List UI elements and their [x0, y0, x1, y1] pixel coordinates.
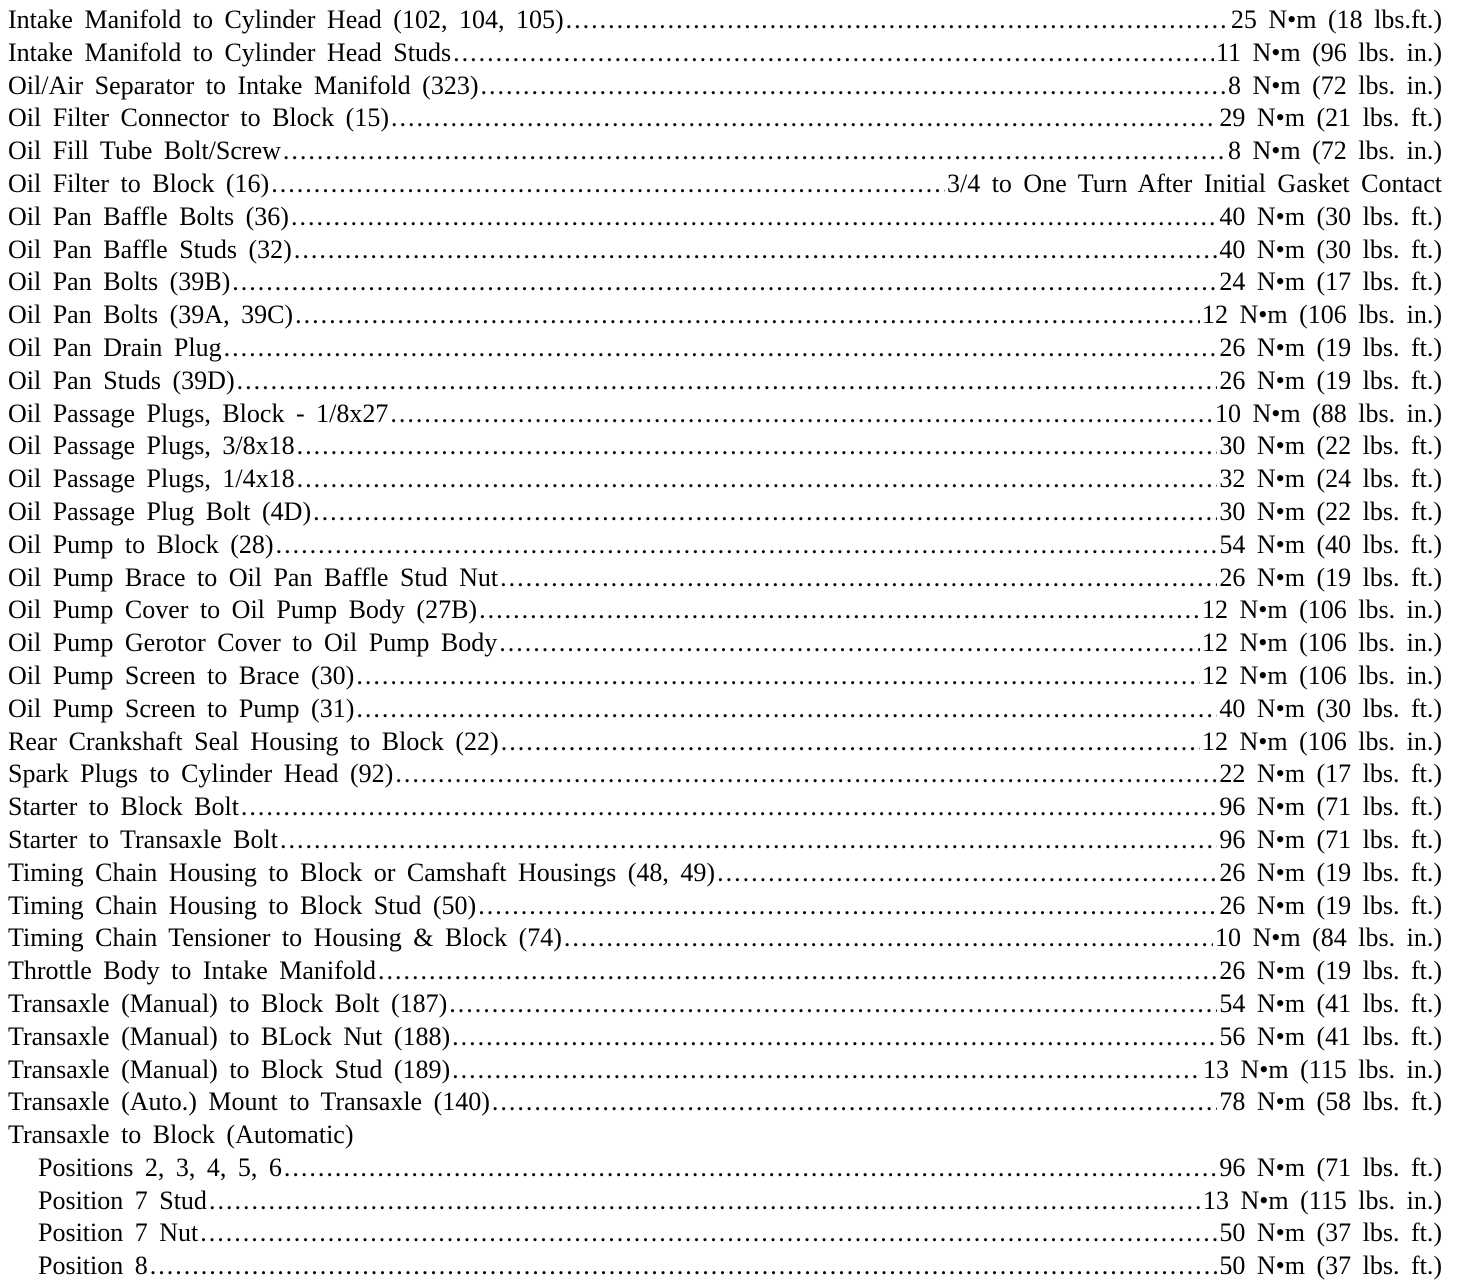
spec-row: [8, 135, 1442, 168]
spec-row: [8, 398, 1442, 431]
spec-row: [8, 594, 1442, 627]
spec-value: 8 N•m (72 lbs. in.): [1228, 136, 1442, 166]
spec-label: Transaxle (Manual) to Block Stud (189): [8, 1054, 451, 1084]
spec-value: 26 N•m (19 lbs. ft.): [1219, 857, 1442, 887]
spec-label: Oil Fill Tube Bolt/Screw: [8, 136, 281, 166]
dot-leader: [276, 529, 1218, 562]
spec-label: Oil Pan Bolts (39A, 39C): [8, 300, 294, 330]
spec-row: [8, 693, 1442, 726]
dot-leader: [395, 758, 1217, 791]
spec-value: 54 N•m (40 lbs. ft.): [1219, 529, 1442, 559]
dot-leader: [150, 1250, 1218, 1283]
dot-leader: [500, 562, 1217, 595]
spec-label: Oil Pump Gerotor Cover to Oil Pump Body: [8, 628, 498, 658]
spec-label: Oil Filter Connector to Block (15): [8, 103, 390, 133]
dot-leader: [453, 37, 1214, 70]
spec-label: Oil Passage Plugs, Block - 1/8x27: [8, 398, 389, 428]
spec-row: [8, 1086, 1442, 1119]
spec-value: 40 N•m (30 lbs. ft.): [1219, 201, 1442, 231]
spec-label: Oil Pan Baffle Bolts (36): [8, 201, 289, 231]
dot-leader: [356, 660, 1200, 693]
spec-row: [8, 529, 1442, 562]
dot-leader: [378, 955, 1217, 988]
spec-label: Oil Pump Brace to Oil Pan Baffle Stud Nut: [8, 562, 499, 592]
dot-leader: [283, 135, 1226, 168]
spec-value: 25 N•m (18 lbs.ft.): [1230, 5, 1442, 34]
spec-rows: [8, 4, 1442, 1119]
spec-row: [8, 988, 1442, 1021]
dot-leader: [478, 890, 1217, 923]
spec-label: Intake Manifold to Cylinder Head (102, 104, 105): [8, 5, 564, 34]
group-spec-rows: [8, 1152, 1442, 1283]
spec-value: 54 N•m (41 lbs. ft.): [1219, 988, 1442, 1018]
group-heading-row: [8, 1119, 1442, 1152]
spec-value: 8 N•m (72 lbs. in.): [1228, 70, 1442, 100]
dot-leader: [209, 1185, 1201, 1218]
spec-value: 29 N•m (21 lbs. ft.): [1219, 103, 1442, 133]
dot-leader: [481, 70, 1227, 103]
spec-value: 56 N•m (41 lbs. ft.): [1219, 1021, 1442, 1051]
spec-label: Oil Pan Studs (39D): [8, 365, 235, 395]
spec-value: 50 N•m (37 lbs. ft.): [1219, 1251, 1442, 1281]
dot-leader: [241, 791, 1217, 824]
spec-label: Oil Passage Plugs, 1/4x18: [8, 464, 295, 494]
spec-label: Position 7 Stud: [38, 1185, 207, 1215]
spec-row: [8, 299, 1442, 332]
spec-row: [8, 791, 1442, 824]
spec-label: Position 8: [38, 1251, 148, 1281]
spec-value: 26 N•m (19 lbs. ft.): [1219, 365, 1442, 395]
dot-leader: [313, 496, 1217, 529]
dot-leader: [232, 266, 1217, 299]
group-spec-row: [8, 1217, 1442, 1250]
spec-label: Starter to Transaxle Bolt: [8, 824, 278, 854]
spec-label: Oil Pan Drain Plug: [8, 332, 222, 362]
spec-value: 96 N•m (71 lbs. ft.): [1219, 1152, 1442, 1182]
spec-row: [8, 168, 1442, 201]
spec-label: Oil Passage Plugs, 3/8x18: [8, 431, 295, 461]
spec-label: Oil Passage Plug Bolt (4D): [8, 496, 312, 526]
spec-label: Timing Chain Tensioner to Housing & Block (74): [8, 923, 562, 953]
spec-label: Position 7 Nut: [38, 1218, 199, 1248]
spec-row: [8, 890, 1442, 923]
spec-row: [8, 660, 1442, 693]
spec-row: [8, 726, 1442, 759]
spec-value: 26 N•m (19 lbs. ft.): [1219, 332, 1442, 362]
spec-value: 50 N•m (37 lbs. ft.): [1219, 1218, 1442, 1248]
spec-value: 12 N•m (106 lbs. in.): [1202, 660, 1442, 690]
group-spec-row: [8, 1152, 1442, 1185]
spec-row: [8, 824, 1442, 857]
spec-value: 22 N•m (17 lbs. ft.): [1219, 759, 1442, 789]
spec-value: 96 N•m (71 lbs. ft.): [1219, 792, 1442, 822]
spec-label: Oil Pump Screen to Brace (30): [8, 660, 355, 690]
spec-row: [8, 70, 1442, 103]
torque-spec-list: [8, 4, 1442, 1283]
spec-row: [8, 1021, 1442, 1054]
spec-value: 13 N•m (115 lbs. in.): [1202, 1185, 1442, 1215]
group-spec-row: [8, 1250, 1442, 1283]
spec-value: 26 N•m (19 lbs. ft.): [1219, 956, 1442, 986]
dot-leader: [566, 4, 1229, 37]
spec-value: 13 N•m (115 lbs. in.): [1202, 1054, 1442, 1084]
spec-value: 11 N•m (96 lbs. in.): [1215, 37, 1442, 67]
spec-value: 3/4 to One Turn After Initial Gasket Contact: [946, 168, 1442, 198]
spec-label: Oil Pump Cover to Oil Pump Body (27B): [8, 595, 478, 625]
spec-row: [8, 266, 1442, 299]
spec-value: 26 N•m (19 lbs. ft.): [1219, 890, 1442, 920]
dot-leader: [501, 726, 1200, 759]
dot-leader: [297, 430, 1218, 463]
dot-leader: [280, 824, 1217, 857]
spec-label: Throttle Body to Intake Manifold: [8, 956, 377, 986]
dot-leader: [452, 1054, 1201, 1087]
spec-value: 40 N•m (30 lbs. ft.): [1219, 234, 1442, 264]
spec-row: [8, 430, 1442, 463]
spec-label: Timing Chain Housing to Block Stud (50): [8, 890, 477, 920]
spec-value: 78 N•m (58 lbs. ft.): [1219, 1087, 1442, 1117]
spec-value: 40 N•m (30 lbs. ft.): [1219, 693, 1442, 723]
spec-row: [8, 955, 1442, 988]
dot-leader: [449, 988, 1217, 1021]
spec-label: Oil Pump to Block (28): [8, 529, 274, 559]
dot-leader: [294, 234, 1218, 267]
spec-value: 12 N•m (106 lbs. in.): [1202, 300, 1442, 330]
spec-value: 10 N•m (84 lbs. in.): [1215, 923, 1442, 953]
spec-row: [8, 201, 1442, 234]
dot-leader: [271, 168, 945, 201]
dot-leader: [237, 365, 1218, 398]
spec-label: Spark Plugs to Cylinder Head (92): [8, 759, 394, 789]
spec-value: 12 N•m (106 lbs. in.): [1202, 628, 1442, 658]
dot-leader: [297, 463, 1218, 496]
dot-leader: [492, 1086, 1217, 1119]
dot-leader: [390, 398, 1213, 431]
spec-label: Oil Pan Baffle Studs (32): [8, 234, 292, 264]
dot-leader: [291, 201, 1217, 234]
dot-leader: [295, 299, 1200, 332]
spec-row: [8, 1054, 1442, 1087]
spec-row: [8, 857, 1442, 890]
spec-label: Oil Pan Bolts (39B): [8, 267, 231, 297]
dot-leader: [391, 102, 1217, 135]
spec-value: 26 N•m (19 lbs. ft.): [1219, 562, 1442, 592]
dot-leader: [564, 922, 1213, 955]
spec-row: [8, 4, 1442, 37]
spec-label: Transaxle (Auto.) Mount to Transaxle (140): [8, 1087, 490, 1117]
spec-row: [8, 758, 1442, 791]
spec-value: 96 N•m (71 lbs. ft.): [1219, 824, 1442, 854]
dot-leader: [356, 693, 1217, 726]
spec-row: [8, 627, 1442, 660]
spec-value: 32 N•m (24 lbs. ft.): [1219, 464, 1442, 494]
spec-value: 10 N•m (88 lbs. in.): [1215, 398, 1442, 428]
spec-label: Oil Pump Screen to Pump (31): [8, 693, 355, 723]
spec-row: [8, 332, 1442, 365]
dot-leader: [200, 1217, 1217, 1250]
spec-row: [8, 102, 1442, 135]
dot-leader: [499, 627, 1200, 660]
spec-value: 30 N•m (22 lbs. ft.): [1219, 431, 1442, 461]
spec-value: 12 N•m (106 lbs. in.): [1202, 595, 1442, 625]
dot-leader: [479, 594, 1200, 627]
spec-row: [8, 562, 1442, 595]
group-spec-row: [8, 1185, 1442, 1218]
spec-row: [8, 922, 1442, 955]
spec-value: 24 N•m (17 lbs. ft.): [1219, 267, 1442, 297]
spec-label: Intake Manifold to Cylinder Head Studs: [8, 37, 452, 67]
spec-row: [8, 496, 1442, 529]
spec-label: Starter to Block Bolt: [8, 792, 239, 822]
dot-leader: [284, 1152, 1217, 1185]
spec-row: [8, 37, 1442, 70]
spec-row: [8, 463, 1442, 496]
spec-label: Rear Crankshaft Seal Housing to Block (22): [8, 726, 499, 756]
spec-label: Timing Chain Housing to Block or Camshaft Housings (48, 49): [8, 857, 716, 887]
spec-row: [8, 234, 1442, 267]
dot-leader: [224, 332, 1218, 365]
spec-value: 30 N•m (22 lbs. ft.): [1219, 496, 1442, 526]
dot-leader: [717, 857, 1217, 890]
spec-label: Oil/Air Separator to Intake Manifold (323): [8, 70, 479, 100]
spec-label: Oil Filter to Block (16): [8, 168, 270, 198]
dot-leader: [452, 1021, 1217, 1054]
spec-label: Transaxle (Manual) to BLock Nut (188): [8, 1021, 451, 1051]
spec-label: Positions 2, 3, 4, 5, 6: [38, 1152, 282, 1182]
spec-label: Transaxle (Manual) to Block Bolt (187): [8, 988, 448, 1018]
group-heading: Transaxle to Block (Automatic): [8, 1120, 354, 1150]
spec-value: 12 N•m (106 lbs. in.): [1202, 726, 1442, 756]
spec-row: [8, 365, 1442, 398]
